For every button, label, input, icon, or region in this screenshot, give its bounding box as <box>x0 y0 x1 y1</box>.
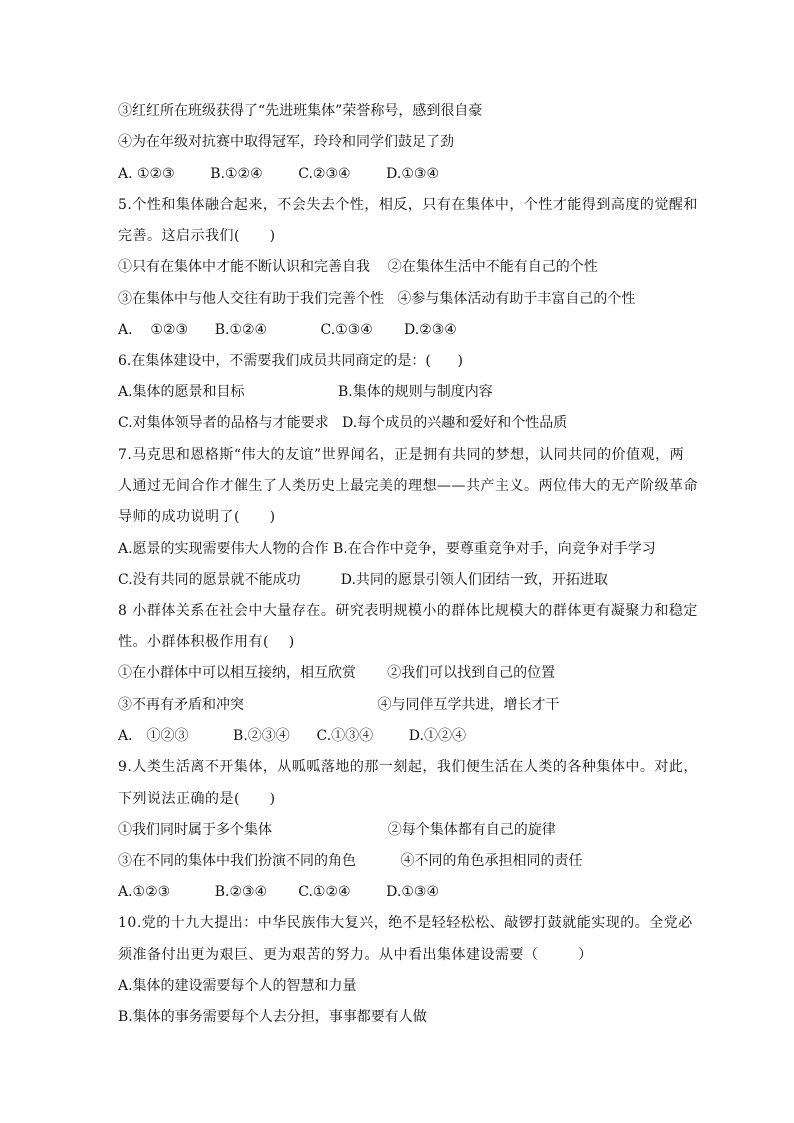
question-5: 5.个性和集体融合起来，不会失去个性，相反，只有在集体中，个性才能得到高度的觉醒和 <box>118 197 698 213</box>
text-line: ①我们同时属于多个集体 ②每个集体都有自己的旋律 <box>118 822 556 838</box>
answer-options: A. ①②③ B.①②④ C.②③④ D.①③④ <box>118 166 440 182</box>
text-line: ③不再有矛盾和冲突 ④与同伴互学共进，增长才干 <box>118 697 560 713</box>
text-line: 导师的成功说明了( ) <box>118 509 276 525</box>
answer-options: B.集体的事务需要每个人去分担，事事都要有人做 <box>118 1009 427 1025</box>
answer-options: A.集体的愿景和目标 B.集体的规则与制度内容 <box>118 384 493 400</box>
question-9: 9.人类生活离不开集体，从呱呱落地的那一刻起，我们便生活在人类的各种集体中。对此， <box>118 759 698 775</box>
question-8: 8 小群体关系在社会中大量存在。研究表明规模小的群体比规模大的群体更有凝聚力和稳定 <box>118 603 698 619</box>
text-line: ③红红所在班级获得了“先进班集体”荣誉称号，感到很自豪 <box>118 103 483 119</box>
question-6: 6.在集体建设中，不需要我们成员共同商定的是：( ) <box>118 353 463 369</box>
text-line: ①在小群体中可以相互接纳，相互欣赏 ②我们可以找到自己的位置 <box>118 665 556 681</box>
text-line: 完善。这启示我们( ) <box>118 228 276 244</box>
text-line: 下列说法正确的是( ) <box>118 791 276 807</box>
answer-options: A.愿景的实现需要伟大人物的合作 B.在合作中竞争，要尊重竞争对手，向竞争对手学习 <box>118 541 656 557</box>
answer-options: A.集体的建设需要每个人的智慧和力量 <box>118 978 357 994</box>
answer-options: A.①②③ B.②③④ C.①②④ D.①③④ <box>118 884 440 900</box>
answer-options: A. ①②③ B.①②④ C.①③④ D.②③④ <box>118 322 457 338</box>
answer-options: C.对集体领导者的品格与才能要求 D.每个成员的兴趣和爱好和个性品质 <box>118 415 568 431</box>
text-line: 须准备付出更为艰巨、更为艰苦的努力。从中看出集体建设需要（ ） <box>118 947 593 963</box>
answer-options: C.没有共同的愿景就不能成功 D.共同的愿景引领人们团结一致，开拓进取 <box>118 572 608 588</box>
text-line: ④为在年级对抗赛中取得冠军，玲玲和同学们鼓足了劲 <box>118 134 454 150</box>
text-line: ①只有在集体中才能不断认识和完善自我 ②在集体生活中不能有自己的个性 <box>118 259 598 275</box>
question-7: 7.马克思和恩格斯“伟大的友谊”世界闻名，正是拥有共同的梦想，认同共同的价值观，两 <box>118 447 685 463</box>
text-line: ③在集体中与他人交往有助于我们完善个性 ④参与集体活动有助于丰富自己的个性 <box>118 291 636 307</box>
text-line: 人通过无间合作才催生了人类历史上最完美的理想——共产主义。两位伟大的无产阶级革命 <box>118 478 698 494</box>
text-line: 性。小群体积极作用有( ) <box>118 634 295 650</box>
question-10: 10.党的十九大提出：中华民族伟大复兴，绝不是轻轻松松、敲锣打鼓就能实现的。全党必 <box>118 915 693 931</box>
answer-options: A． ①②③ B.②③④ C.①③④ D.①②④ <box>118 728 466 744</box>
text-line: ③在不同的集体中我们扮演不同的角色 ④不同的角色承担相同的责任 <box>118 853 583 869</box>
